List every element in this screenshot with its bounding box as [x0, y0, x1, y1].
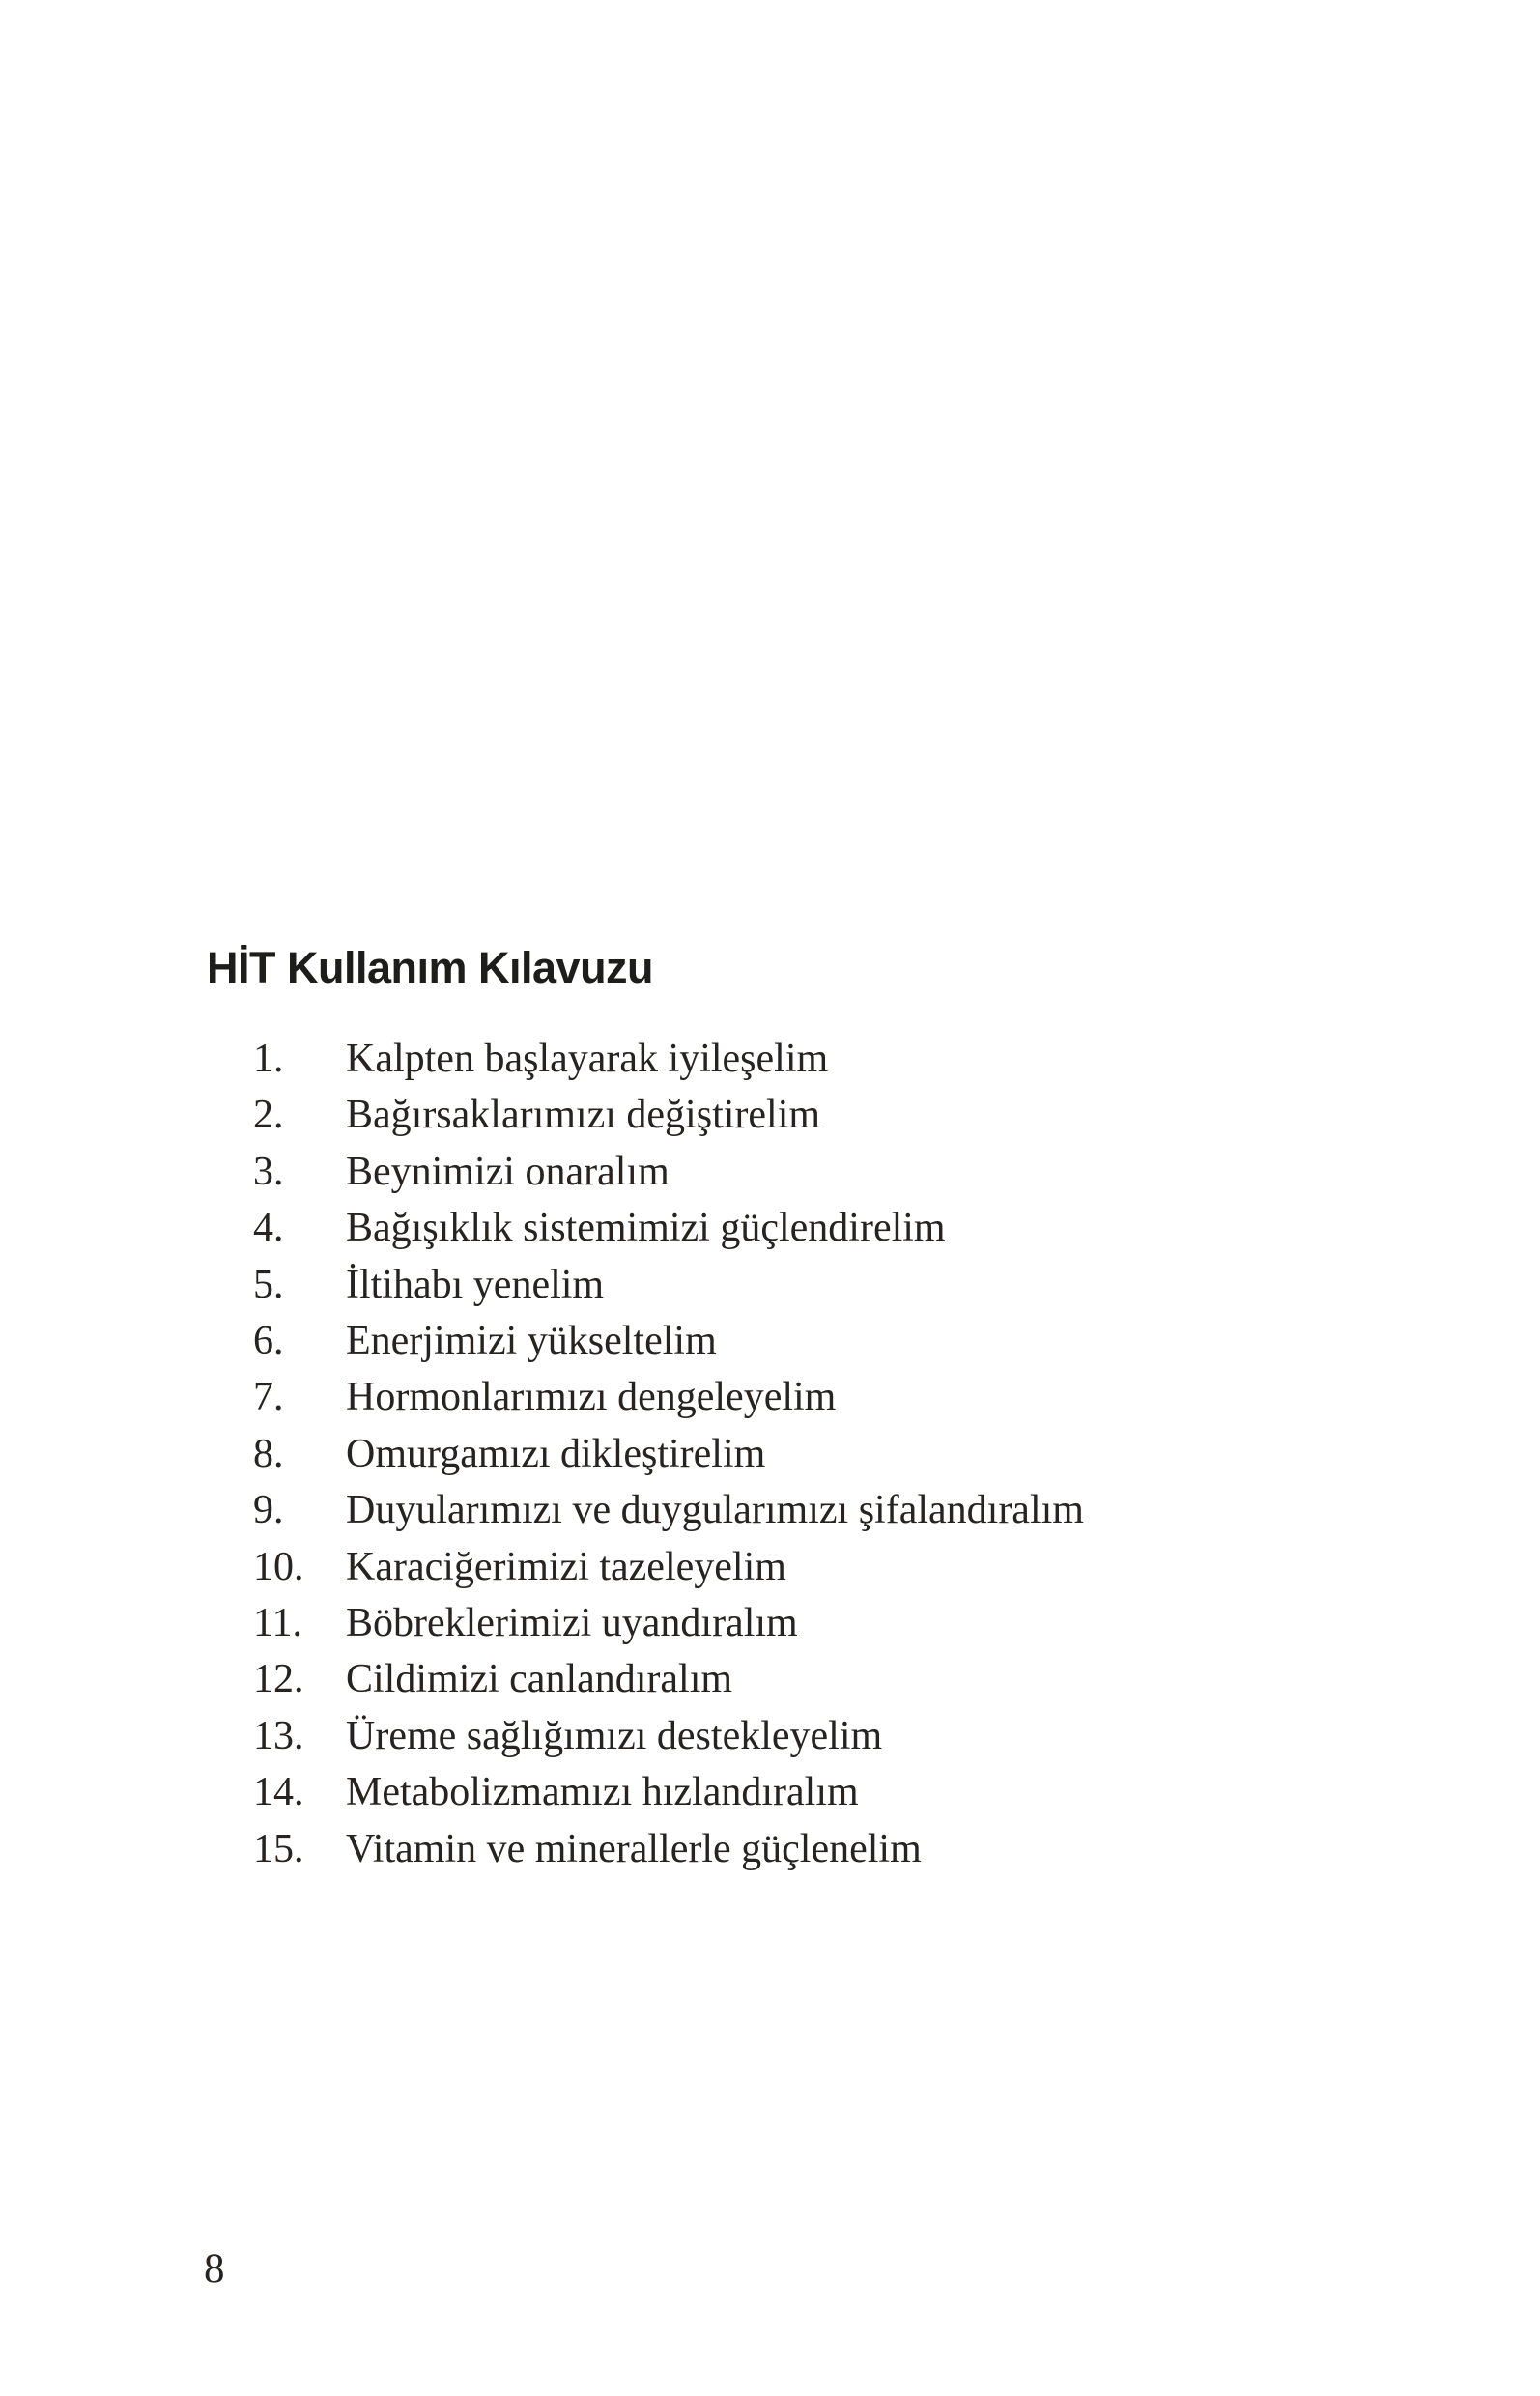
list-item [253, 1539, 1084, 1595]
list-item-number: 12. [253, 1657, 304, 1702]
list-item-number: 14. [253, 1770, 304, 1815]
list-item [253, 1482, 1084, 1538]
list-item-label: Kalpten başlayarak iyileşelim [346, 1037, 829, 1081]
list-item [253, 1313, 1084, 1369]
list-item [253, 1708, 1084, 1764]
list-item [253, 1200, 1084, 1256]
list-item-label: Metabolizmamızı hızlandıralım [346, 1770, 859, 1815]
list-item-label: Beynimizi onaralım [346, 1149, 670, 1194]
list-item-number: 8. [253, 1431, 284, 1476]
list-item-label: Üreme sağlığımızı destekleyelim [346, 1713, 883, 1758]
list-item-number: 13. [253, 1713, 304, 1758]
list-item-label: Bağışıklık sistemimizi güçlendirelim [346, 1206, 946, 1251]
list-item [253, 1821, 1084, 1877]
list-item-number: 9. [253, 1488, 284, 1533]
list-item-number: 4. [253, 1206, 284, 1251]
list-item [253, 1144, 1084, 1200]
list-item-label: Böbreklerimizi uyandıralım [346, 1601, 798, 1646]
page-number: 8 [204, 2246, 225, 2292]
list-item-number: 3. [253, 1149, 284, 1194]
list-item-number: 6. [253, 1319, 284, 1364]
list-item [253, 1595, 1084, 1651]
list-item-label: Enerjimizi yükseltelim [346, 1319, 717, 1364]
list-item [253, 1426, 1084, 1482]
page-title: HİT Kullanım Kılavuzu [207, 943, 654, 993]
list-item-label: Vitamin ve minerallerle güçlenelim [346, 1826, 922, 1871]
list-item-number: 7. [253, 1375, 284, 1420]
list-item-number: 10. [253, 1544, 304, 1589]
list-item [253, 1031, 1084, 1087]
list-item-label: Karaciğerimizi tazeleyelim [346, 1544, 786, 1589]
list-item-label: İltihabı yenelim [346, 1262, 605, 1307]
list-item-number: 2. [253, 1093, 284, 1138]
list-item-label: Omurgamızı dikleştirelim [346, 1431, 766, 1476]
list-item [253, 1369, 1084, 1425]
list-item [253, 1651, 1084, 1707]
list-item-number: 5. [253, 1262, 284, 1307]
list-item [253, 1087, 1084, 1143]
list-item [253, 1257, 1084, 1313]
list-item-number: 15. [253, 1826, 304, 1871]
list-item-number: 11. [253, 1601, 302, 1646]
list-item-label: Bağırsaklarımızı değiştirelim [346, 1093, 821, 1138]
contents-list [253, 1031, 1084, 1877]
list-item [253, 1764, 1084, 1820]
list-item-label: Cildimizi canlandıralım [346, 1657, 733, 1702]
list-item-label: Duyularımızı ve duygularımızı şifalandıralım [346, 1488, 1084, 1533]
list-item-label: Hormonlarımızı dengeleyelim [346, 1375, 837, 1420]
list-item-number: 1. [253, 1037, 284, 1081]
